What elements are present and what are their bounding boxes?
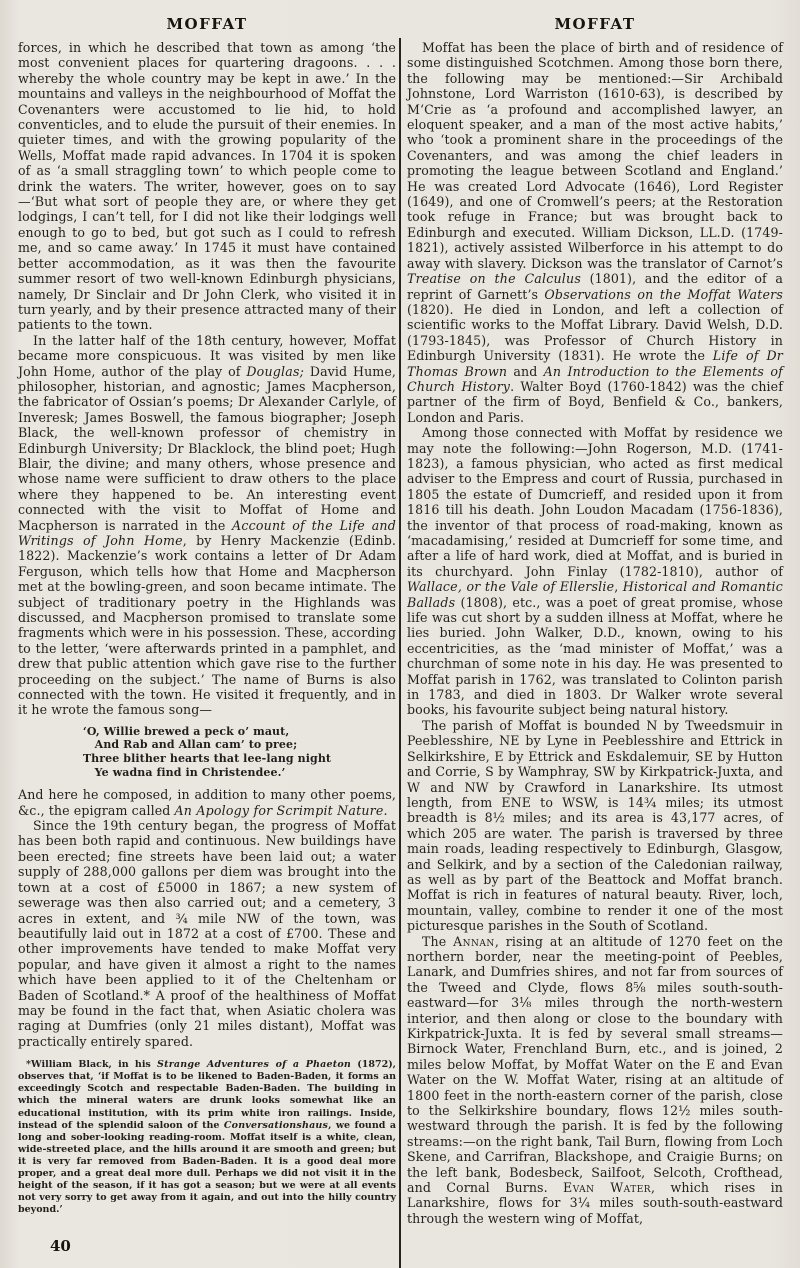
column-divider-rule [399, 38, 401, 1268]
paragraph-18th-century-visitors: In the latter half of the 18th century, however, Moffat became more conspicuous. It was visited by men like John Home, author of the play of Douglas; David Hume, philosopher, historian, and agnostic; James Macpherson, the fabricator of Ossian’s poems; Dr Alexander Carlyle, of Inveresk; James Boswell, the famous biographer; Joseph Black, the well-known professor of chemistry in Edinburgh University; Dr Blacklock, the blind poet; Hugh Blair, the divine; and many others, whose presence and whose name were sufficient to draw others to the place where they happened to be. An interesting event connected with the visit to Moffat of Home and Macpherson is narrated in the Account of the Life and Writings of John Home, by Henry Mackenzie (Edinb. 1822). Mackenzie’s work contains a letter of Dr Adam Ferguson, which tells how that Home and Macpherson met at the bowling-green, and soon became intimate. The subject of traditionary poetry in the Highlands was discussed, and Macpherson promised to translate some fragments which were in his possession. These, according to the letter, ‘were afterwards printed in a pamphlet, and drew that public attention which gave rise to the further proceeding on the subject.’ The name of Burns is also connected with the town. He visited it frequently, and in it he wrote the famous song— [18, 332, 396, 718]
paragraph-connected-by-residence: Among those connected with Moffat by residence we may note the following:—John Rogerson, M.D. (1741-1823), a famous physician, who acted as first medical adviser to the Empress and court of Russia, purchased in 1805 the estate of Dumcrieff, and resided upon it from 1816 till his death. John Loudon Macadam (1756-1836), the inventor of that process of road-making, known as ‘macadamising,’ resided at Dumcrieff for some time, and after a life of hard work, died at Moffat, and is buried in its churchyard. John Finlay (1782-1810), author of Wallace, or the Vale of Ellerslie, Historical and Romantic Ballads (1808), etc., was a poet of great promise, whose life was cut short by a sudden illness at Moffat, where he lies buried. John Walker, D.D., known, owing to his eccentricities, as the ‘mad minister of Moffat,’ was a churchman of some note in his day. He was presented to Moffat parish in 1762, was translated to Colinton parish in 1783, and died in 1803. Dr Walker wrote several books, his favourite subject being natural history. [407, 425, 783, 718]
paragraph-epigram: And here he composed, in addition to many other poems, &c., the epigram called An Apology for Scrimpit Nature. [18, 787, 396, 818]
paragraph-annan-and-waters: The Annan, rising at an altitude of 1270 feet on the northern border, near the meeting-point of Peebles, Lanark, and Dumfries shires, and not far from sources of the Tweed and Clyde, flows 8⅝ miles south-south-eastward—for 3⅛ miles through the north-western interior, and then along or close to the boundary with Kirkpatrick-Juxta. It is fed by several small streams—Birnock Water, Frenchland Burn, etc., and is joined, 2 miles below Moffat, by Moffat Water on the E and Evan Water on the W. Moffat Water, rising at an altitude of 1800 feet in the north-eastern corner of the parish, close to the Selkirkshire boundary, flows 12½ miles south-westward through the parish. It is fed by the following streams:—on the right bank, Tail Burn, flowing from Loch Skene, and Carrifran, Blackshope, and Craigie Burns; on the left bank, Bodesbeck, Sailfoot, Selcoth, Crofthead, and Cornal Burns. Evan Water, which rises in Lanarkshire, flows for 3¼ miles south-south-eastward through the western wing of Moffat, [407, 933, 784, 1226]
page-number: 40 [50, 1237, 71, 1255]
running-head-left: MOFFAT [166, 15, 248, 33]
right-column [407, 40, 783, 1226]
paragraph-parish-boundaries: The parish of Moffat is bounded N by Tweedsmuir in Peeblesshire, NE by Lyne in Peeblesshire and Ettrick in Selkirkshire, E by Ettrick and Eskdalemuir, SE by Hutton and Corrie, S by Wamphray, SW by Kirkpatrick-Juxta, and W and NW by Crawford in Lanarkshire. Its utmost length, from ENE to WSW, is 14¾ miles; its utmost breadth is 8½ miles; and its area is 43,177 acres, of which 205 are water. The parish is traversed by three main roads, leading respectively to Edinburgh, Glasgow, and Selkirk, and by a section of the Caledonian railway, as well as by part of the Beattock and Moffat branch. Moffat is rich in features of natural beauty. River, loch, mountain, valley, combine to render it one of the most picturesque parishes in the South of Scotland. [407, 717, 783, 934]
paragraph-burns-song: ‘O, Willie brewed a peck o’ maut, And Rab and Allan cam’ to pree; Three blither hearts that lee-lang night Ye wadna find in Christendee.’ [82, 724, 332, 779]
left-column [18, 40, 396, 1216]
running-head-right: MOFFAT [554, 15, 636, 33]
paragraph-distinguished-scotchmen: Moffat has been the place of birth and of residence of some distinguished Scotchmen. Among those born there, the following may be mentioned:—Sir Archibald Johnstone, Lord Warriston (1610-63), is described by M‘Crie as ‘a profound and accomplished lawyer, an eloquent speaker, and a man of the most active habits,’ who ‘took a prominent share in the proceedings of the Covenanters, and was among the chief leaders in promoting the league between Scotland and England.’ He was created Lord Advocate (1646), Lord Register (1649), and one of Cromwell’s peers; at the Restoration took refuge in France; but was brought back to Edinburgh and executed. William Dickson, LL.D. (1749-1821), actively assisted Wilberforce in his attempt to do away with slavery. Dickson was the translator of Carnot’s Treatise on the Calculus (1801), and the editor of a reprint of Garnett’s Observations on the Moffat Waters (1820). He died in London, and left a collection of scientific works to the Moffat Library. David Welsh, D.D. (1793-1845), was Professor of Church History in Edinburgh University (1831). He wrote the Life of Dr Thomas Brown and An Introduction to the Elements of Church History. Walter Boyd (1760-1842) was the chief partner of the firm of Boyd, Benfield & Co., bankers, London and Paris. [407, 40, 784, 425]
paragraph-19th-century-progress: Since the 19th century began, the progress of Moffat has been both rapid and continuous. New buildings have been erected; fine streets have been laid out; a water supply of 288,000 gallons per diem was brought into the town at a cost of £5000 in 1867; a new system of sewerage was then also carried out; and a cemetery, 3 acres in extent, and ¾ mile NW of the town, was beautifully laid out in 1872 at a cost of £700. These and other improvements have tended to make Moffat very popular, and have given it almost a right to the names which have been applied to it of the Cheltenham or Baden of Scotland.* A proof of the healthiness of Moffat may be found in the fact that, when Asiatic cholera was raging at Dumfries (only 21 miles distant), Moffat was practically entirely spared. [18, 818, 396, 1049]
footnote-william-black: *William Black, in his Strange Adventures of a Phaeton (1872), observes that, ‘if Moffat is to be likened to Baden-Baden, it forms an exceedingly Scotch and respectable Baden-Baden. The building in which the mineral waters are drunk looks somewhat like an educational institution, with its prim white iron railings. Inside, instead of the splendid saloon of the Conversationshaus, we found a long and sober-looking reading-room. Moffat itself is a white, clean, wide-streeted place, and the hills around it are smooth and green; but it is very far removed from Baden-Baden. It is a good deal more proper, and a great deal more dull. Perhaps we did not visit it in the height of the season, if it has got a season; but we were at all events not very sorry to get away from it again, and out into the hilly country beyond.’ [18, 1059, 396, 1216]
paragraph-quartering-dragoons: forces, in which he described that town as among ‘the most convenient places for quartering dragoons. . . . whereby the whole country may be kept in awe.’ In the mountains and valleys in the neighbourhood of Moffat the Covenanters were accustomed to lie hid, to hold conventicles, and to elude the pursuit of their enemies. In quieter times, and with the growing popularity of the Wells, Moffat made rapid advances. In 1704 it is spoken of as ‘a small straggling town’ to which people come to drink the waters. The writer, however, goes on to say—‘But what sort of people they are, or where they get lodgings, I can’t tell, for I did not like their lodgings well enough to go to bed, but got such as I could to refresh me, and so came away.’ In 1745 it must have contained better accommodation, as it was then the favourite summer resort of two well-known Edinburgh physicians, namely, Dr Sinclair and Dr John Clerk, who visited it in turn yearly, and by their presence attracted many of their patients to the town. [18, 40, 396, 333]
